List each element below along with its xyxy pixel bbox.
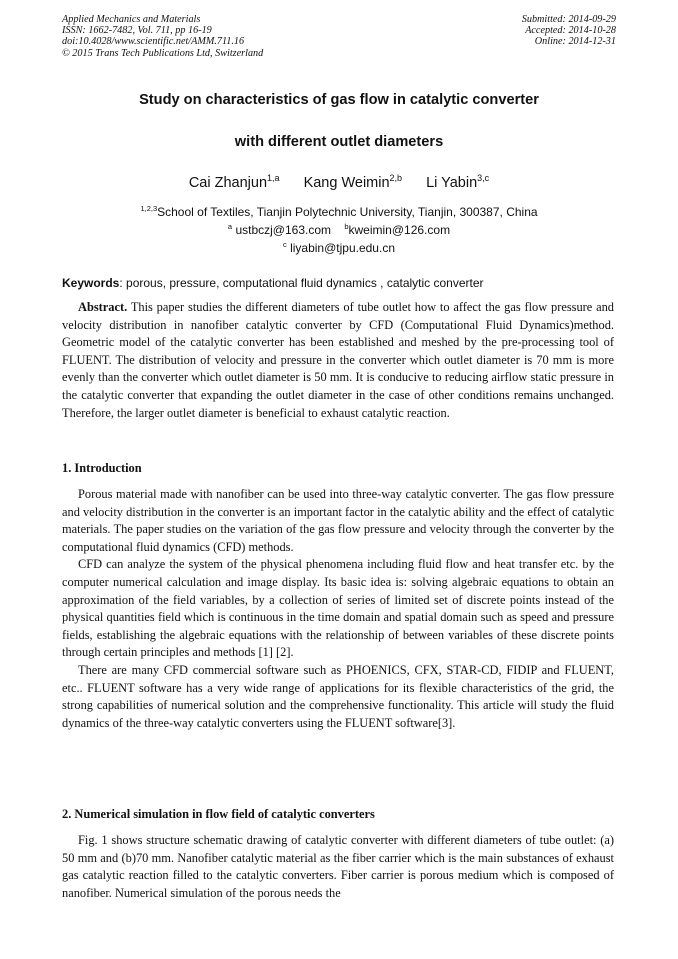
section-heading-numerical-simulation: 2. Numerical simulation in flow field of catalytic converters	[62, 807, 375, 821]
email-b-superscript: b	[344, 222, 349, 231]
paragraph-text: Porous material made with nanofiber can be used into three-way catalytic converter. The gas flow pressure and velocity distribution in the converter is an important factor in the catalytic ability and the effect of catalytic materials. The paper studies on the variation of the gas flow pressure and velocity through the converter by the computational fluid dynamics (CFD) methods.	[62, 487, 614, 554]
paragraph-text: CFD can analyze the system of the physical phenomena including fluid flow and heat transfer etc. by the computer numerical calculation and image display. Its basic idea is: solving algebraic equations to obtain an approximation of the field variables, by a collection of series of limited set of discrete points instead of the physical quantities field which is continuous in the time domain and spatial domain such as speed and pressure fields, establishing the algebraic equations with the relationship of between variables of these discrete points through certain principles and methods [1] [2].	[62, 557, 614, 660]
copyright-line: © 2015 Trans Tech Publications Ltd, Switzerland	[62, 47, 264, 59]
email-b: kweimin@126.com	[348, 223, 451, 237]
paragraph-text: There are many CFD commercial software such as PHOENICS, CFX, STAR-CD, FIDIP and FLUENT, etc.. FLUENT software has a very wide range of applications for its flexible characteristics of the grid, the strong capabilities of numerical solution and the comprehensive functionality. This article will study the fluid dynamics of the three-way catalytic converters using the FLUENT software[3].	[62, 662, 614, 730]
submitted-date: Submitted: 2014-09-29	[521, 14, 616, 25]
abstract-label: Abstract.	[78, 300, 128, 314]
affiliation-superscript: 1,2,3	[140, 204, 158, 213]
email-a: ustbczj@163.com	[235, 223, 331, 237]
abstract	[62, 299, 614, 422]
intro-paragraph-1	[62, 486, 614, 556]
section-heading-introduction: 1. Introduction	[62, 461, 142, 475]
author-superscript: 2,b	[389, 173, 403, 183]
abstract-paragraph	[62, 299, 614, 422]
keywords-label: Keywords	[62, 276, 120, 290]
keywords-text: : porous, pressure, computational fluid dynamics , catalytic converter	[119, 276, 484, 290]
intro-paragraph-2	[62, 556, 614, 662]
abstract-text: This paper studies the different diameters of tube outlet how to affect the gas flow pressure and velocity distribution in nanofiber catalytic converter by CFD (Computational Fluid Dynamics)method. Geometric model of the catalytic converter has been established and meshed by the pre-processing tool of FLUENT. The distribution of velocity and pressure in the converter which outlet diameter is 70 mm is more evenly than the converter which outlet diameter is 50 mm. It is conducive to reducing airflow static pressure in the catalytic converter that expanding the outlet diameter in the case of other conditions remains unchanged. Therefore, the larger outlet diameter is beneficial to exhaust catalytic reaction.	[62, 300, 614, 420]
author-1	[189, 173, 280, 191]
numerical-simulation-section	[62, 832, 614, 902]
email-c-superscript: c	[282, 240, 287, 249]
author-name: Cai Zhanjun	[188, 175, 268, 191]
author-3	[426, 173, 489, 191]
author-superscript: 3,c	[477, 173, 490, 183]
email-c: liyabin@tjpu.edu.cn	[290, 241, 395, 255]
affiliation	[0, 202, 678, 219]
paper-title-line-1: Study on characteristics of gas flow in catalytic converter	[139, 92, 539, 108]
author-list	[0, 173, 678, 191]
author-name: Kang Weimin	[303, 175, 390, 191]
email-line-c	[0, 238, 678, 255]
author-name: Li Yabin	[426, 175, 478, 191]
online-date: Online: 2014-12-31	[534, 36, 616, 48]
email-line-ab	[0, 220, 678, 237]
author-superscript: 1,a	[267, 173, 280, 183]
keywords	[62, 276, 614, 290]
paragraph-text: Fig. 1 shows structure schematic drawing of catalytic converter with different diameters of tube outlet: (a) 50 mm and (b)70 mm. Nanofiber catalytic material as the fiber carrier which is the main substances of exhaust gas catalytic reaction filled to the catalytic converters. Fiber carrier is porous medium which is composed of nanofiber. Numerical simulation of the porous needs the	[62, 833, 614, 900]
dates-info	[522, 14, 616, 48]
issn-line: ISSN: 1662-7482, Vol. 711, pp 16-19	[62, 25, 212, 37]
intro-paragraph-3	[62, 662, 614, 732]
introduction-section	[62, 486, 614, 732]
accepted-date: Accepted: 2014-10-28	[525, 25, 616, 37]
affiliation-text: School of Textiles, Tianjin Polytechnic University, Tianjin, 300387, China	[157, 205, 538, 219]
journal-info	[62, 14, 263, 59]
author-2	[304, 173, 402, 191]
paper-title-line-2: with different outlet diameters	[234, 134, 444, 150]
doi-line: doi:10.4028/www.scientific.net/AMM.711.16	[62, 36, 245, 48]
sim-paragraph-1	[62, 832, 614, 902]
email-a-superscript: a	[227, 222, 233, 231]
journal-name: Applied Mechanics and Materials	[62, 14, 201, 25]
